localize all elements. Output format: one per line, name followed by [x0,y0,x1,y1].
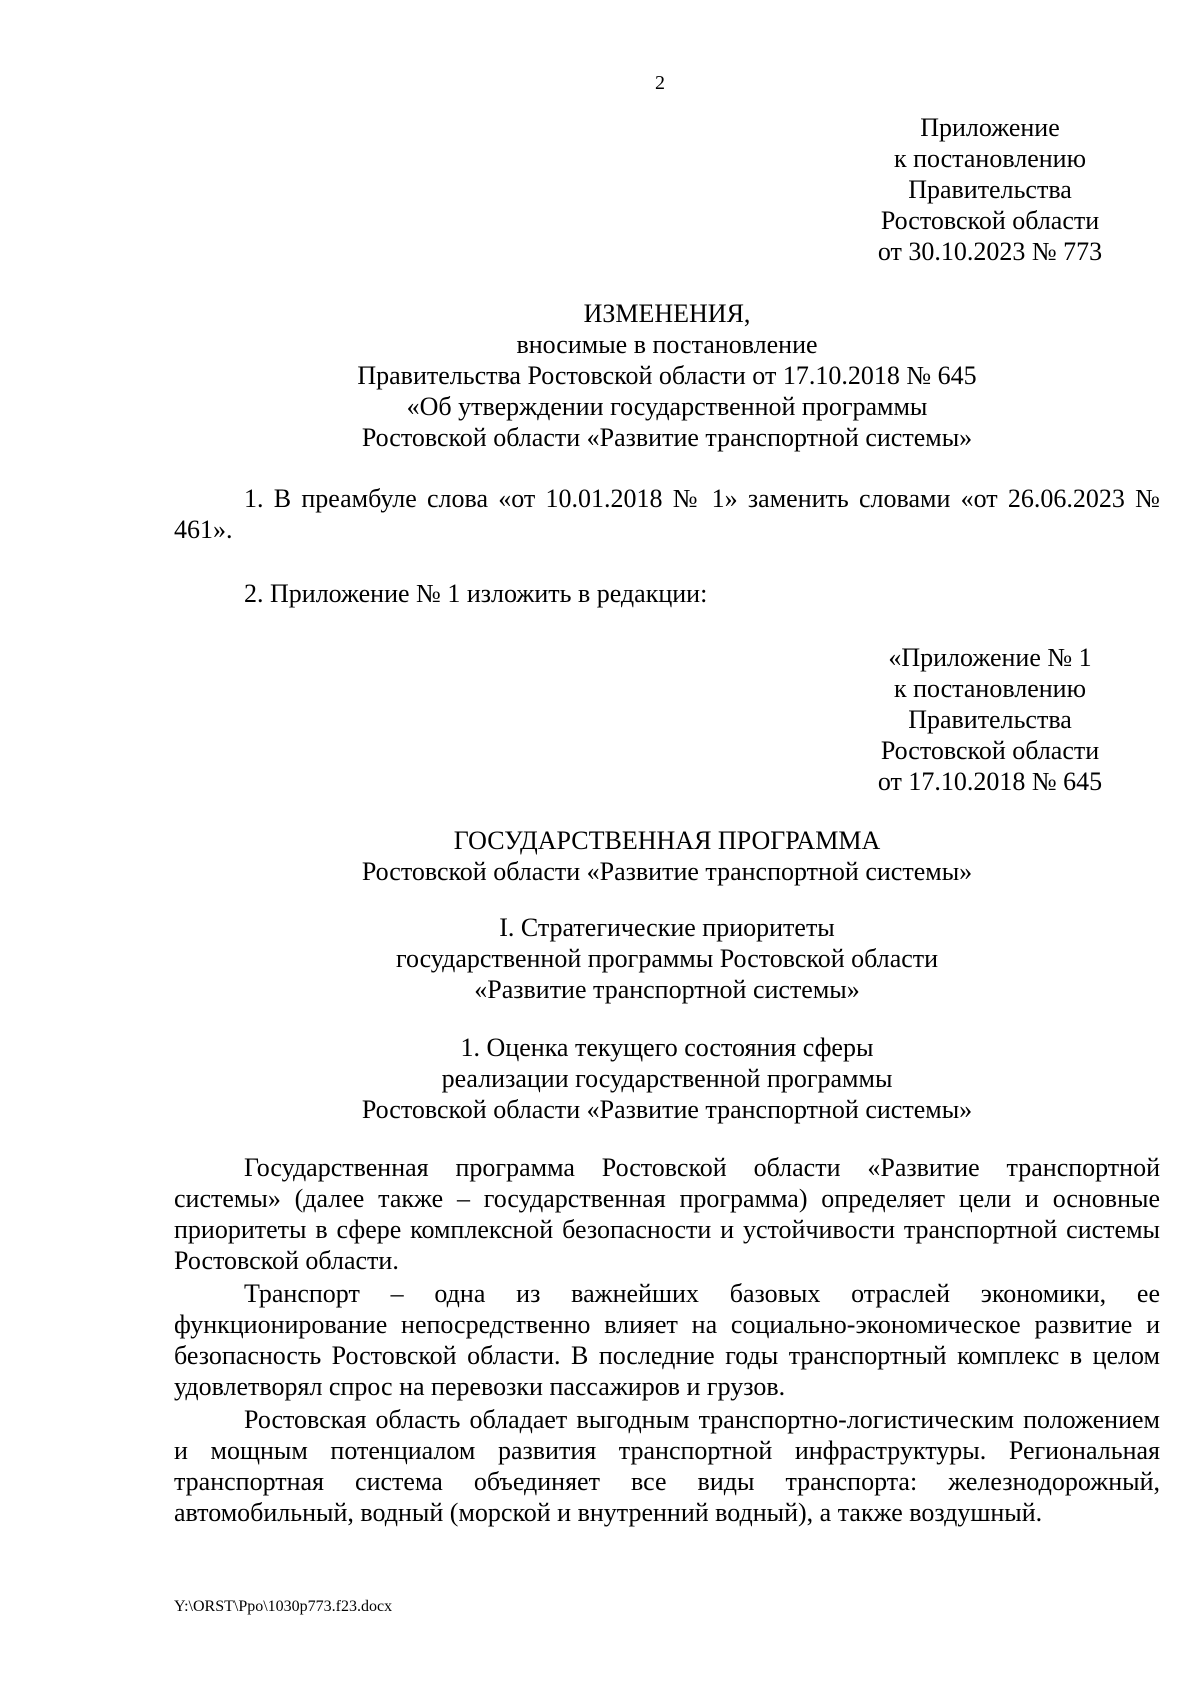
heading-line: 1. Оценка текущего состояния сферы [460,1033,874,1062]
body-paragraph: Транспорт – одна из важнейших базовых отраслей экономики, ее функционирование непосредственно влияет на социально-экономическое развитие и безопасность Ростовской области. В последние годы транспортный комплекс в целом удовлетворял спрос на перевозки пассажиров и грузов. [174,1279,1160,1401]
program-title [174,825,1160,887]
heading-line: реализации государственной программы [441,1064,893,1093]
annex-line: Ростовской области [880,206,1100,235]
annex-line: Приложение [920,113,1060,142]
heading-line: Ростовской области «Развитие транспортной системы» [361,423,973,452]
subsection-heading [174,1032,1160,1125]
heading-line: Ростовской области «Развитие транспортной системы» [361,857,973,886]
heading-line: «Развитие транспортной системы» [474,975,860,1004]
annex-line: Правительства [908,705,1072,734]
annex-block-inner [820,642,1160,797]
body-paragraph: Ростовская область обладает выгодным транспортно-логистическим положением и мощным потенциалом развития транспортной инфраструктуры. Региональная транспортная система объединяет все виды транспорта: железнодорожный, автомобильный, водный (морской и внутренний водный), а также воздушный. [174,1405,1160,1527]
annex-block-top [820,112,1160,267]
annex-line: к постановлению [893,144,1087,173]
annex-line: «Приложение № 1 [888,643,1092,672]
body-paragraph: Государственная программа Ростовской области «Развитие транспортной системы» (далее также – государственная программа) определяет цели и основные приоритеты в сфере комплексной безопасности и устойчивости транспортной системы Ростовской области. [174,1153,1160,1275]
annex-line: от 17.10.2018 № 645 [877,767,1103,796]
heading-line: государственной программы Ростовской области [395,944,939,973]
item-2-paragraph: 2. Приложение № 1 изложить в редакции: [244,579,708,608]
section-heading [174,912,1160,1005]
heading-line: вносимые в постановление [516,330,818,359]
body-text [174,1152,1160,1530]
changes-heading [174,298,1160,453]
heading-line: Правительства Ростовской области от 17.10.2018 № 645 [357,361,977,390]
annex-line: к постановлению [893,674,1087,703]
annex-line: от 30.10.2023 № 773 [877,237,1103,266]
heading-line: I. Стратегические приоритеты [499,913,835,942]
annex-line: Ростовской области [880,736,1100,765]
page-number: 2 [655,72,665,94]
heading-line: ИЗМЕНЕНИЯ, [583,299,751,328]
heading-line: Ростовской области «Развитие транспортной системы» [361,1095,973,1124]
footer-file-path: Y:\ORST\Ppo\1030p773.f23.docx [174,1598,393,1615]
heading-line: «Об утверждении государственной программы [406,392,928,421]
item-1-paragraph: 1. В преамбуле слова «от 10.01.2018 № 1» заменить словами «от 26.06.2023 № 461». [174,484,1160,544]
heading-line: ГОСУДАРСТВЕННАЯ ПРОГРАММА [453,826,881,855]
annex-line: Правительства [908,175,1072,204]
